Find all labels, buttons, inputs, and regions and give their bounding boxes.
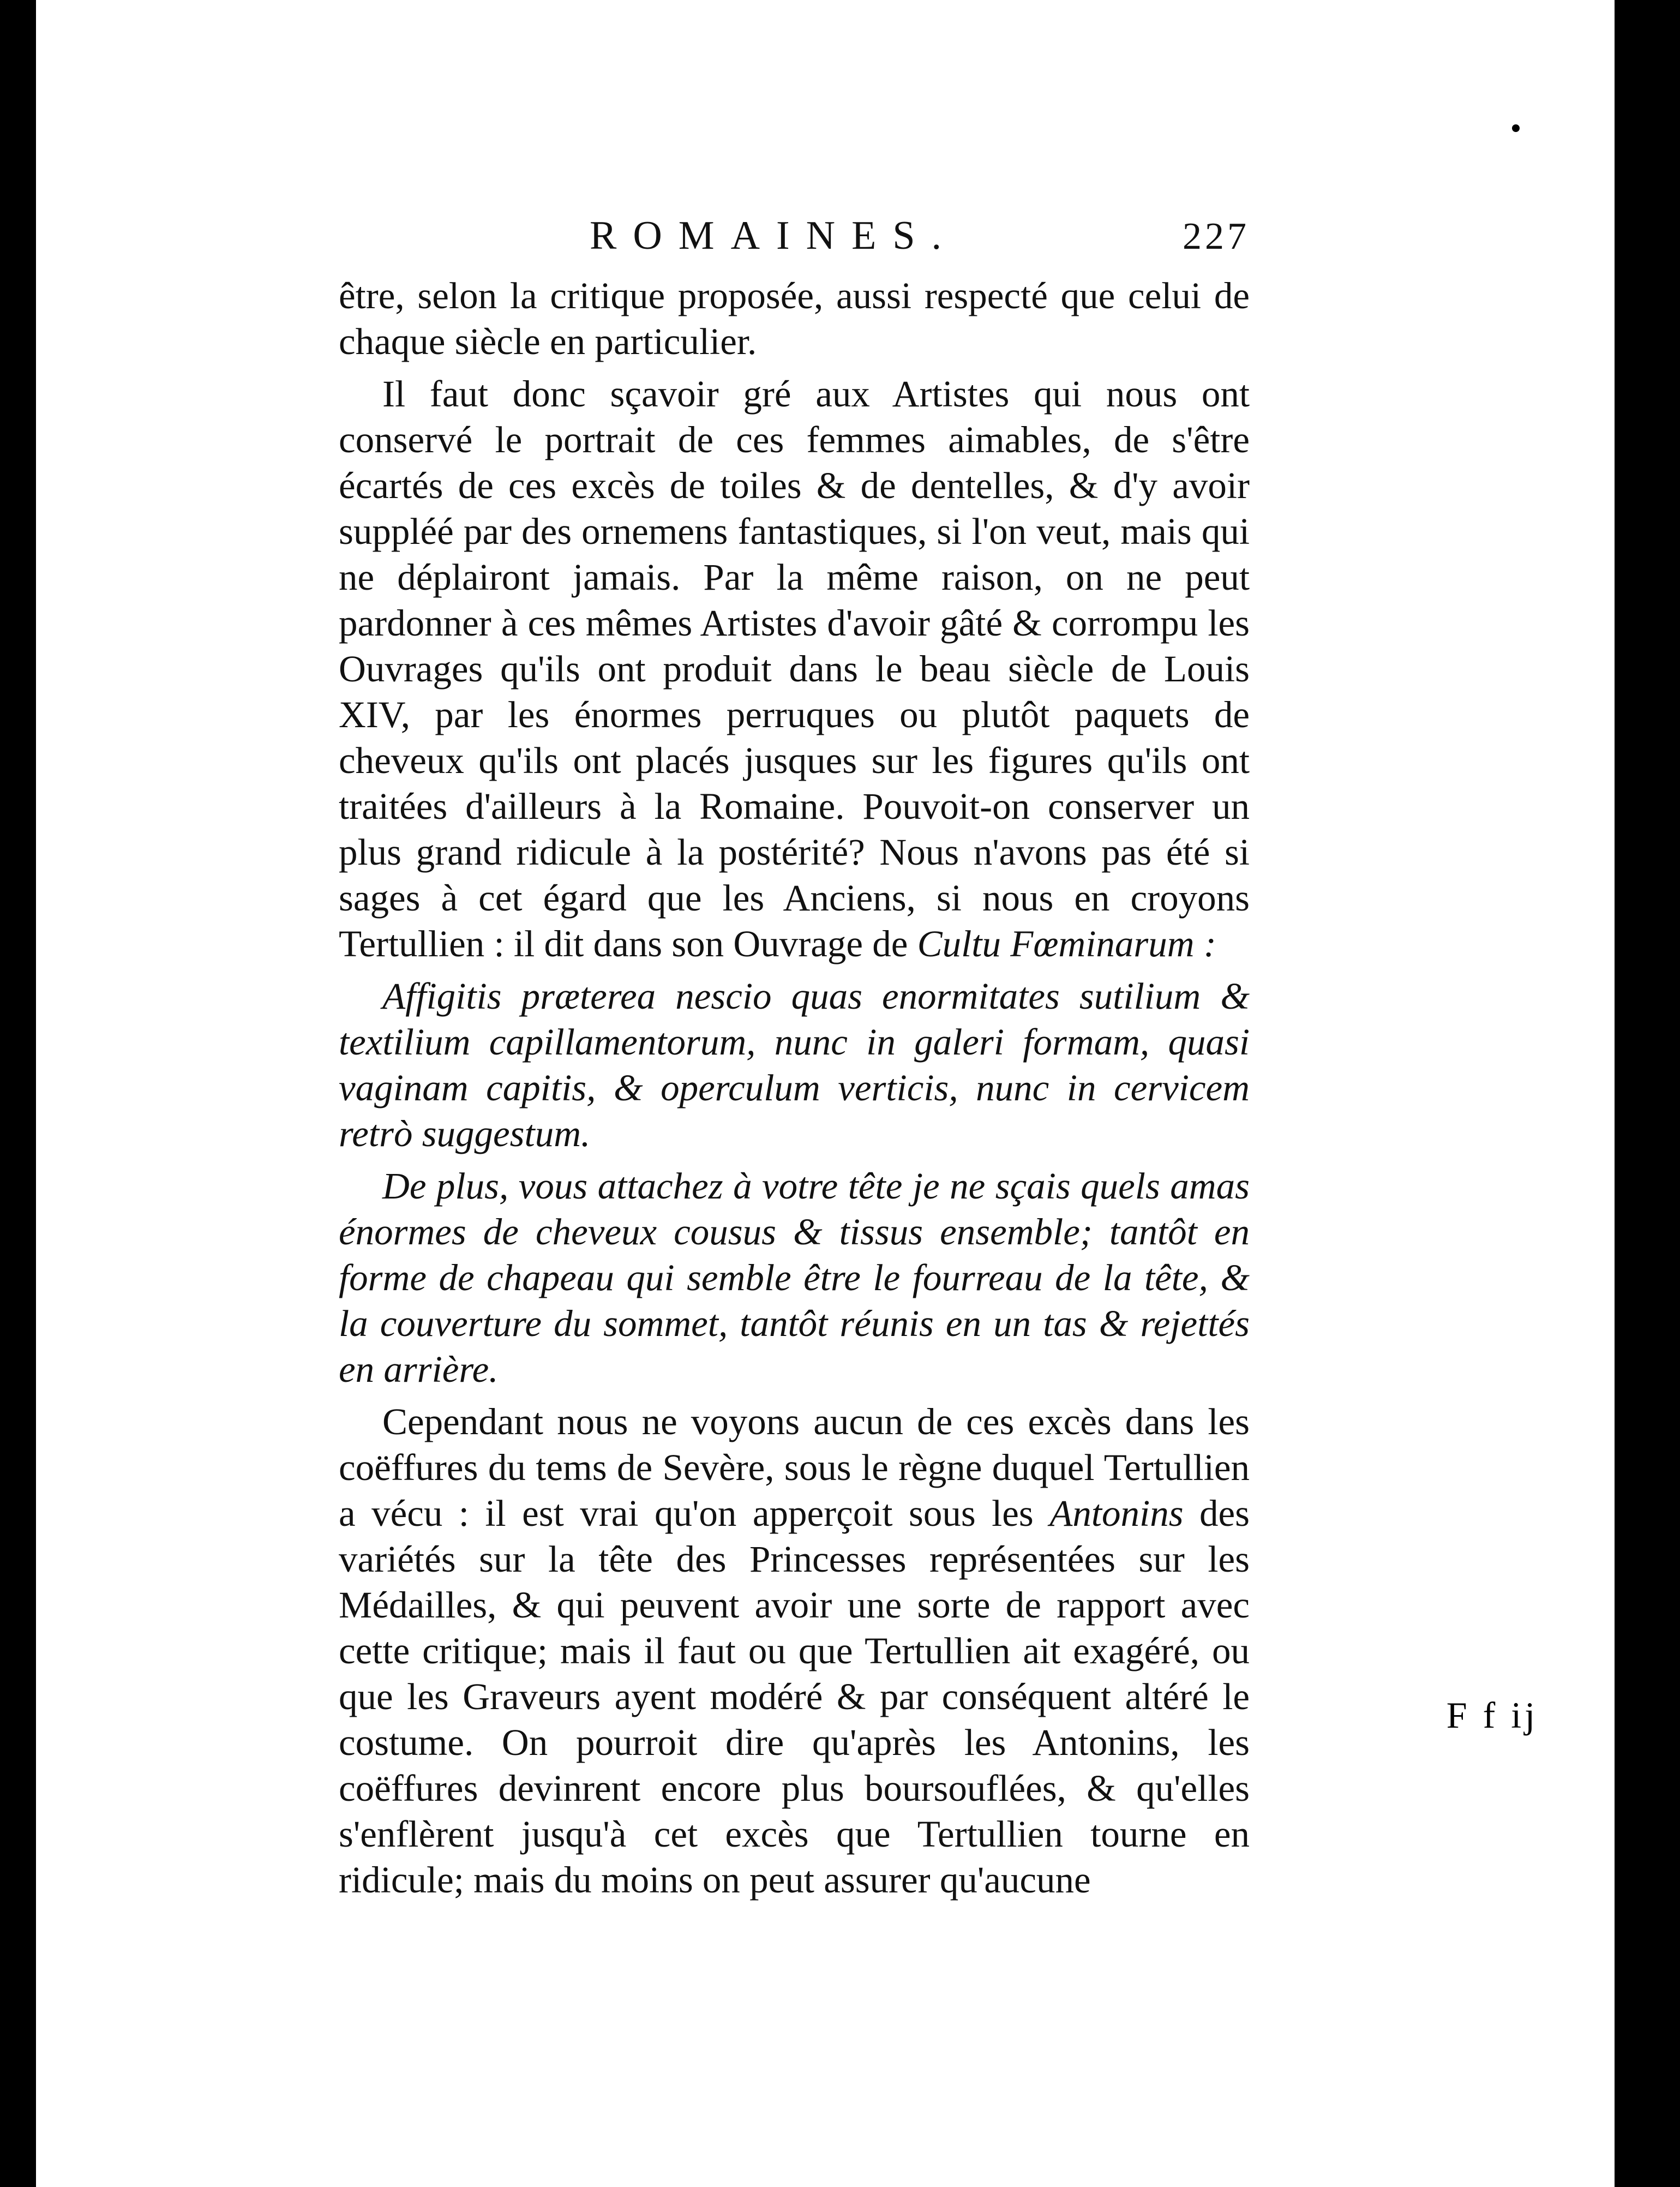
scan-edge-right [1615,0,1680,2187]
ink-speck [1512,124,1520,132]
signature-mark: F f ij [1446,1694,1538,1736]
text-block [339,213,1250,1903]
paper-page [36,0,1615,2187]
running-title: ROMAINES. [590,213,958,258]
paragraph-2-text: Il faut donc sçavoir gré aux Artistes qui nous ont conservé le portrait de ces femmes aimables, de s'être écartés de ces excès de toiles & de dentelles, & d'y avoir suppléé par des ornemens fantastiques, si l'on veut, mais qui ne déplairont jamais. Par la même raison, on ne peut pardonner à ces mêmes Artistes d'avoir gâté & corrompu les Ouvrages qu'ils ont produit dans le beau siècle de Louis XIV, par les énormes perruques ou plutôt paquets de cheveux qu'ils ont placés jusques sur les figures qu'ils ont traitées d'ailleurs à la Romaine. Pouvoit-on conserver un plus grand ridicule à la postérité? Nous n'avons pas été si sages à cet égard que les Anciens, si nous en croyons Tertullien : il dit dans son Ouvrage de [339,373,1250,964]
paragraph-5-text-b: des variétés sur la tête des Princesses représentées sur les Médailles, & qui peuvent avoir une sorte de rapport avec cette critique; mais il faut ou que Tertullien ait exagéré, ou que les Graveurs ayent modéré & par conséquent altéré le costume. On pourroit dire qu'après les Antonins, les coëffures devinrent encore plus boursouflées, & qu'elles s'enflèrent jusqu'à cet excès que Tertullien tourne en ridicule; mais du moins on peut assurer qu'aucune [339,1493,1250,1901]
paragraph-1: être, selon la critique proposée, aussi respecté que celui de chaque siècle en particulier. [339,275,1250,362]
running-head [339,213,1250,273]
paragraph-2-italic-title: Cultu Fœminarum : [917,923,1216,964]
paragraph-5-italic: Antonins [1049,1493,1184,1534]
french-translation: De plus, vous attachez à votre tête je ne sçais quels amas énormes de cheveux cousus & tissus ensemble; tantôt en forme de chapeau qui semble être le fourreau de la tête, & la couverture du sommet, tantôt réunis en un tas & rejettés en arrière. [339,1165,1250,1390]
page-number: 227 [1183,215,1250,257]
paragraph-5 [339,1399,1250,1903]
paragraph-5-text-a: Cependant nous ne voyons aucun de ces excès dans les coëffures du tems de Sevère, sous le règne duquel Tertullien a vécu : il est vrai qu'on apperçoit sous les [339,1401,1250,1534]
latin-quotation: Affigitis præterea nescio quas enormitates sutilium & textilium capillamentorum, nunc in galeri formam, quasi vaginam capitis, & operculum verticis, nunc in cervicem retrò suggestum. [339,975,1250,1154]
paragraph-2 [339,371,1250,967]
body-text [339,273,1250,1903]
